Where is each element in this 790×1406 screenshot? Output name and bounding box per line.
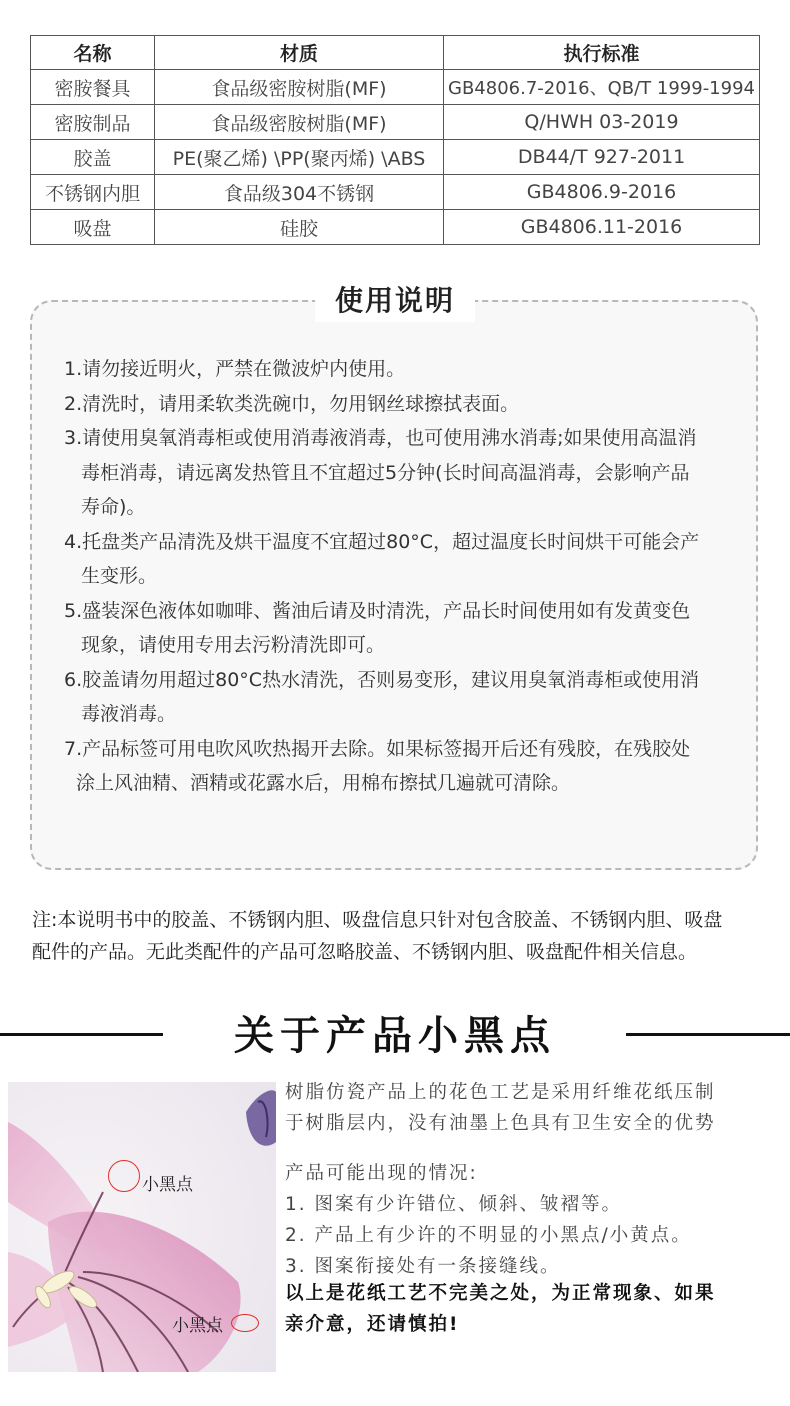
header-name: 名称 (31, 36, 155, 70)
situation-item: 3. 图案衔接处有一条接缝线。 (285, 1256, 561, 1277)
dot-label-2: 小黑点 (172, 1316, 223, 1336)
usage-item-6 (64, 663, 736, 732)
usage-item-line: 1.请勿接近明火，严禁在微波炉内使用。 (64, 358, 406, 380)
intro-line: 于树脂层内，没有油墨上色具有卫生安全的优势 (285, 1113, 716, 1134)
spec-table (30, 35, 760, 245)
cell-standard: DB44/T 927-2011 (444, 140, 760, 175)
usage-item-continuation: 现象，请使用专用去污粉清洗即可。 (81, 634, 386, 656)
table-header-row (31, 36, 760, 70)
usage-item-continuation: 寿命)。 (81, 496, 146, 518)
section-divider-right (626, 1033, 790, 1036)
usage-title: 使用说明 (334, 284, 455, 317)
table-row (31, 140, 760, 175)
cell-name: 不锈钢内胆 (31, 175, 155, 210)
usage-item-line: 6.胶盖请勿用超过80°C热水清洗，否则易变形，建议用臭氧消毒柜或使用消 (64, 668, 700, 691)
cell-material: 食品级密胺树脂(MF) (155, 105, 444, 140)
disclaimer-line: 以上是花纸工艺不完美之处，为正常现象、如果 (285, 1283, 716, 1304)
usage-item-line: 3.请使用臭氧消毒柜或使用消毒液消毒，也可使用沸水消毒;如果使用高温消 (64, 427, 697, 449)
dot-marker-circle-2 (231, 1314, 259, 1332)
disclaimer-text (285, 1278, 785, 1340)
situations-heading: 产品可能出现的情况: (285, 1163, 478, 1184)
section-title: 关于产品小黑点 (234, 1013, 556, 1059)
cell-standard: GB4806.7-2016、QB/T 1999-1994 (444, 70, 760, 105)
usage-item-7 (64, 732, 736, 801)
header-standard: 执行标准 (444, 36, 760, 70)
cell-material: 食品级密胺树脂(MF) (155, 70, 444, 105)
table-row (31, 175, 760, 210)
usage-item-line: 5.盛装深色液体如咖啡、酱油后请及时清洗，产品长时间使用如有发黄变色 (64, 599, 691, 622)
cell-material: PE(聚乙烯) \PP(聚丙烯) \ABS (155, 140, 444, 175)
cell-name: 吸盘 (31, 210, 155, 245)
cell-material: 食品级304不锈钢 (155, 175, 444, 210)
usage-item-5 (64, 594, 736, 663)
usage-item-line: 4.托盘类产品清洗及烘干温度不宜超过80°C，超过温度长时间烘干可能会产 (64, 530, 700, 553)
cell-standard: Q/HWH 03-2019 (444, 105, 760, 140)
intro-text (285, 1077, 785, 1139)
section-divider-left (0, 1033, 163, 1036)
usage-list (64, 352, 736, 801)
usage-item-line: 2.清洗时，请用柔软类洗碗巾，勿用钢丝球擦拭表面。 (64, 392, 520, 415)
note-line: 配件的产品。无此类配件的产品可忽略胶盖、不锈钢内胆、吸盘配件相关信息。 (32, 941, 698, 963)
cell-name: 密胺餐具 (31, 70, 155, 105)
usage-item-3 (64, 421, 736, 525)
situation-item: 1. 图案有少许错位、倾斜、皱褶等。 (285, 1194, 623, 1215)
situation-item: 2. 产品上有少许的不明显的小黑点/小黄点。 (285, 1225, 692, 1246)
cell-material: 硅胶 (155, 210, 444, 245)
usage-item-continuation: 生变形。 (81, 565, 158, 587)
usage-item-continuation: 毒柜消毒，请远离发热管且不宜超过5分钟(长时间高温消毒，会影响产品 (81, 461, 690, 484)
situations-list (285, 1158, 785, 1282)
usage-item-continuation: 涂上风油精、酒精或花露水后，用棉布擦拭几遍就可清除。 (76, 772, 571, 794)
usage-item-2 (64, 387, 736, 422)
usage-item-1 (64, 352, 736, 387)
table-row (31, 105, 760, 140)
usage-title-wrap (315, 280, 475, 322)
usage-item-line: 7.产品标签可用电吹风吹热揭开去除。如果标签揭开后还有残胶，在残胶处 (64, 737, 691, 760)
header-material: 材质 (155, 36, 444, 70)
dot-label-1: 小黑点 (142, 1175, 193, 1195)
usage-item-continuation: 毒液消毒。 (81, 703, 177, 725)
disclaimer-line: 亲介意，还请慎拍! (285, 1314, 460, 1335)
intro-line: 树脂仿瓷产品上的花色工艺是采用纤维花纸压制 (285, 1082, 716, 1103)
cell-name: 胶盖 (31, 140, 155, 175)
cell-standard: GB4806.9-2016 (444, 175, 760, 210)
note-line: 注:本说明书中的胶盖、不锈钢内胆、吸盘信息只针对包含胶盖、不锈钢内胆、吸盘 (32, 909, 723, 931)
cell-name: 密胺制品 (31, 105, 155, 140)
table-row (31, 210, 760, 245)
usage-item-4 (64, 525, 736, 594)
table-row (31, 70, 760, 105)
accessory-note (32, 904, 762, 968)
cell-standard: GB4806.11-2016 (444, 210, 760, 245)
dot-marker-circle-1 (108, 1160, 140, 1192)
